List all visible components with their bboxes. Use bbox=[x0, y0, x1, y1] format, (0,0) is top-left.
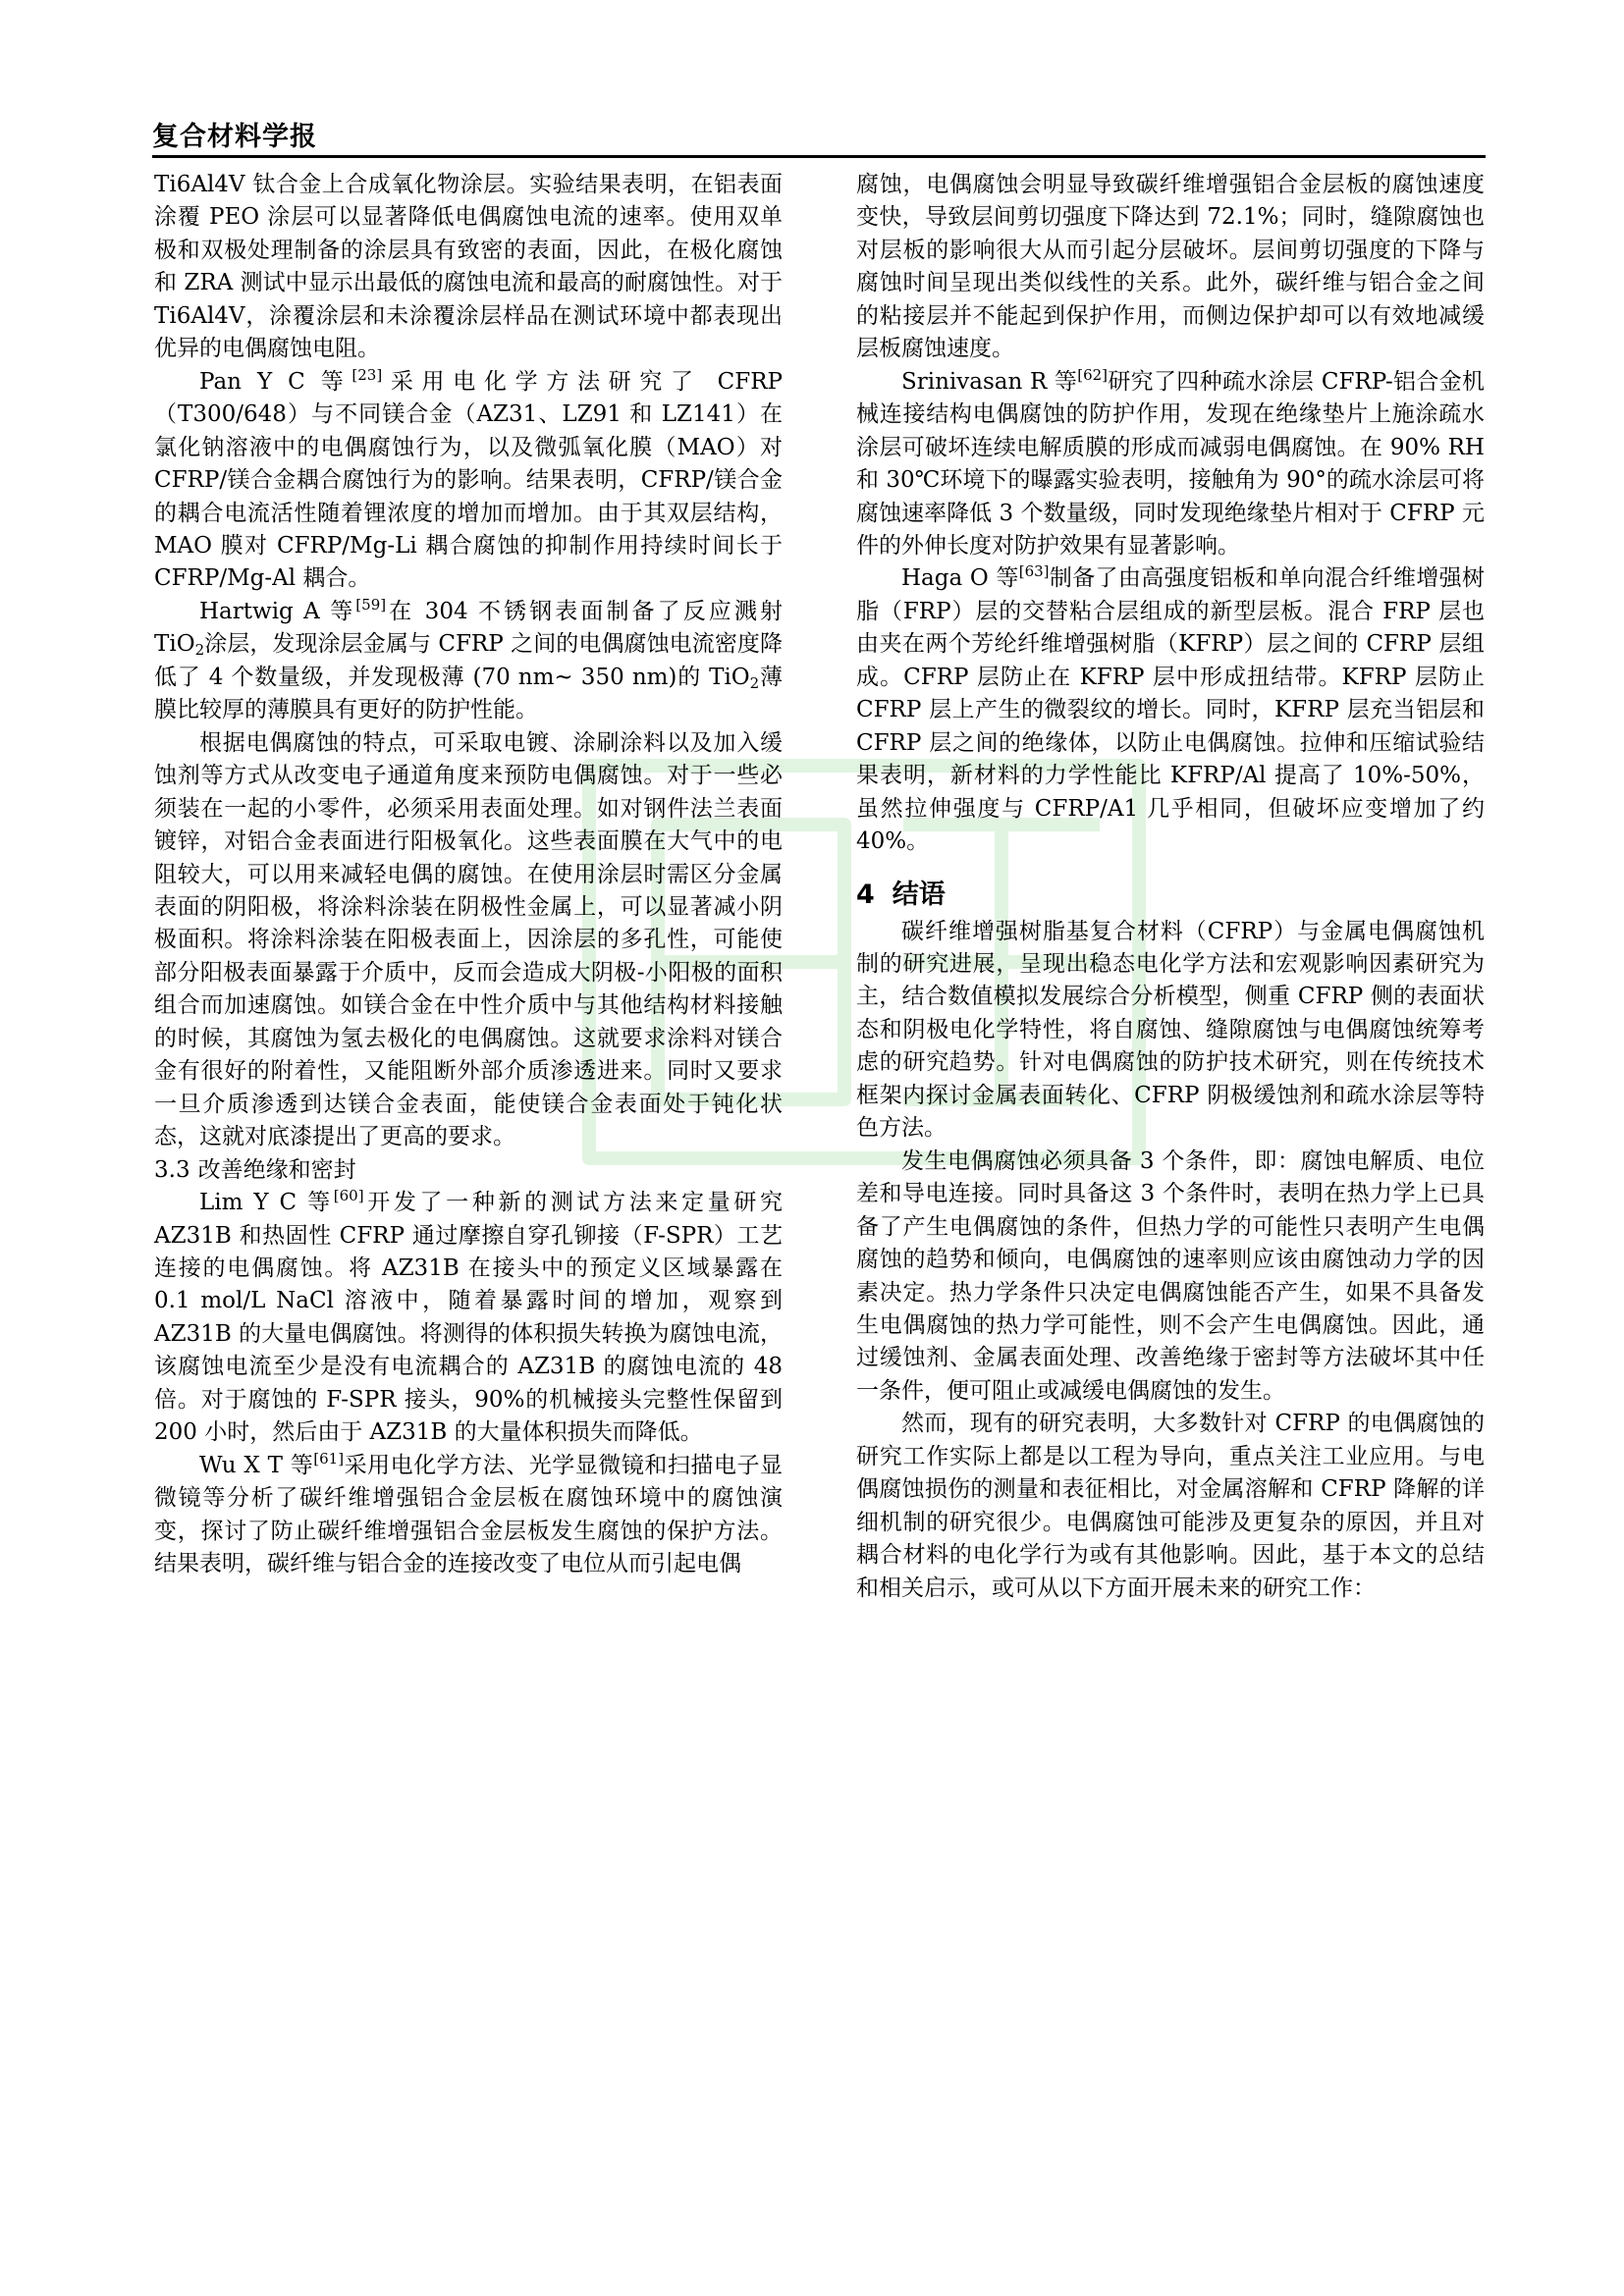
citation[interactable]: [23] bbox=[352, 365, 383, 384]
section-heading: 3.3 改善绝缘和密封 bbox=[154, 1156, 356, 1183]
left-column bbox=[154, 169, 783, 1580]
section-heading: 4 结语 bbox=[856, 879, 946, 910]
journal-title: 复合材料学报 bbox=[152, 122, 317, 152]
paragraph: Srinivasan R 等[62]研究了四种疏水涂层 CFRP-铝合金机械连接结构电偶腐蚀的防护作用，发现在绝缘垫片上施涂疏水涂层可破坏连续电解质膜的形成而减弱电偶腐蚀。在 90% RH 和 30℃环境下的曝露实验表明，接触角为 90°的疏水涂层可将腐蚀速率降低 3 个数量级，同时发现绝缘垫片相对于 CFRP 元件的外伸长度对防护效果有显著影响。 bbox=[856, 365, 1485, 559]
paragraph: Ti6Al4V 钛合金上合成氧化物涂层。实验结果表明，在铝表面涂覆 PEO 涂层可以显著降低电偶腐蚀电流的速率。使用双单极和双极处理制备的涂层具有致密的表面，因此，在极化腐蚀和 ZRA 测试中显示出最低的腐蚀电流和最高的耐腐蚀性。对于 Ti6Al4V，涂覆涂层和未涂覆涂层样品在测试环境中都表现出优异的电偶腐蚀电阻。 bbox=[154, 172, 783, 362]
citation[interactable]: [60] bbox=[333, 1187, 364, 1205]
paragraph: Haga O 等[63]制备了由高强度铝板和单向混合纤维增强树脂（FRP）层的交替粘合层组成的新型层板。混合 FRP 层也由夹在两个芳纶纤维增强树脂（KFRP）层之间的 CFRP 层组成。CFRP 层防止在 KFRP 层中形成扭结带。KFRP 层防止 CFRP 层上产生的微裂纹的增长。同时，KFRP 层充当铝层和 CFRP 层之间的绝缘体，以防止电偶腐蚀。拉伸和压缩试验结果表明，新材料的力学性能比 KFRP/Al 提高了 10%-50%，虽然拉伸强度与 CFRP/A1 几乎相同，但破坏应变增加了约 40%。 bbox=[856, 562, 1486, 855]
paragraph: Hartwig A 等[59]在 304 不锈钢表面制备了反应溅射 TiO$_2$涂层，发现涂层金属与 CFRP 之间的电偶腐蚀电流密度降低了 4 个数量级，并发现极薄 (70 nm~ 350 nm)的 TiO$_2$薄膜比较厚的薄膜具有更好的防护性能。 bbox=[154, 595, 783, 723]
paragraph: 碳纤维增强树脂基复合材料（CFRP）与金属电偶腐蚀机制的研究进展，呈现出稳态电化学方法和宏观影响因素研究为主，结合数值模拟发展综合分析模型，侧重 CFRP 侧的表面状态和阴极电化学特性，将自腐蚀、缝隙腐蚀与电偶腐蚀统筹考虑的研究趋势。针对电偶腐蚀的防护技术研究，则在传统技术框架内探讨金属表面转化、CFRP 阴极缓蚀剂和疏水涂层等特色方法。 bbox=[856, 918, 1485, 1142]
paragraph: 腐蚀，电偶腐蚀会明显导致碳纤维增强铝合金层板的腐蚀速度变快，导致层间剪切强度下降达到 72.1%；同时，缝隙腐蚀也对层板的影响很大从而引起分层破坏。层间剪切强度的下降与腐蚀时间呈现出类似线性的关系。此外，碳纤维与铝合金之间的粘接层并不能起到保护作用，而侧边保护却可以有效地减缓层板腐蚀速度。 bbox=[856, 172, 1485, 362]
paragraph: 然而，现有的研究表明，大多数针对 CFRP 的电偶腐蚀的研究工作实际上都是以工程为导向，重点关注工业应用。与电偶腐蚀损伤的测量和表征相比，对金属溶解和 CFRP 降解的详细机制的研究很少。电偶腐蚀可能涉及更复杂的原因，并且对耦合材料的电化学行为或有其他影响。因此，基于本文的总结和相关启示，或可从以下方面开展未来的研究工作： bbox=[856, 1411, 1485, 1601]
paragraph: Wu X T 等[61]采用电化学方法、光学显微镜和扫描电子显微镜等分析了碳纤维增强铝合金层板在腐蚀环境中的腐蚀演变，探讨了防止碳纤维增强铝合金层板发生腐蚀的保护方法。结果表明，碳纤维与铝合金的连接改变了电位从而引起电偶 bbox=[154, 1449, 784, 1577]
paragraph: 根据电偶腐蚀的特点，可采取电镀、涂刷涂料以及加入缓蚀剂等方式从改变电子通道角度来预防电偶腐蚀。对于一些必须装在一起的小零件，必须采用表面处理。如对钢件法兰表面镀锌，对铝合金表面进行阳极氧化。这些表面膜在大气中的电阻较大，可以用来减轻电偶的腐蚀。在使用涂层时需区分金属表面的阴阳极，将涂料涂装在阴极性金属上，可以显著减小阴极面积。将涂料涂装在阳极表面上，因涂层的多孔性，可能使部分阳极表面暴露于介质中，反而会造成大阴极-小阳极的面积组合而加速腐蚀。如镁合金在中性介质中与其他结构材料接触的时候，其腐蚀为氢去极化的电偶腐蚀。这就要求涂料对镁合金有很好的附着性，又能阻断外部介质渗透进来。同时又要求一旦介质渗透到达镁合金表面，能使镁合金表面处于钝化状态，这就对底漆提出了更高的要求。 bbox=[154, 729, 783, 1150]
citation[interactable]: [59] bbox=[355, 595, 387, 614]
paragraph: 发生电偶腐蚀必须具备 3 个条件，即：腐蚀电解质、电位差和导电连接。同时具备这 3 个条件时，表明在热力学上已具备了产生电偶腐蚀的条件，但热力学的可能性只表明产生电偶腐蚀的趋势和倾向，电偶腐蚀的速率则应该由腐蚀动力学的因素决定。热力学条件只决定电偶腐蚀能否产生，如果不具备发生电偶腐蚀的热力学可能性，则不会产生电偶腐蚀。因此，通过缓蚀剂、金属表面处理、改善绝缘于密封等方法破坏其中任一条件，便可阻止或减缓电偶腐蚀的发生。 bbox=[856, 1148, 1485, 1404]
citation[interactable]: [63] bbox=[1018, 562, 1050, 581]
citation[interactable]: [61] bbox=[313, 1449, 345, 1468]
paragraph: Pan Y C 等[23]采用电化学方法研究了 CFRP（T300/648）与不同镁合金（AZ31、LZ91 和 LZ141）在氯化钠溶液中的电偶腐蚀行为，以及微弧氧化膜（MAO）对 CFRP/镁合金耦合腐蚀行为的影响。结果表明，CFRP/镁合金的耦合电流活性随着锂浓度的增加而增加。由于其双层结构，MAO 膜对 CFRP/Mg-Li 耦合腐蚀的抑制作用持续时间长于 CFRP/Mg-Al 耦合。 bbox=[154, 365, 783, 592]
paragraph: Lim Y C 等[60]开发了一种新的测试方法来定量研究 AZ31B 和热固性 CFRP 通过摩擦自穿孔铆接（F-SPR）工艺连接的电偶腐蚀。将 AZ31B 在接头中的预定义区域暴露在 0.1 mol/L NaCl 溶液中，随着暴露时间的增加，观察到 AZ31B 的大量电偶腐蚀。将测得的体积损失转换为腐蚀电流，该腐蚀电流至少是没有电流耦合的 AZ31B 的腐蚀电流的 48 倍。对于腐蚀的 F-SPR 接头，90%的机械接头完整性保留到 200 小时，然后由于 AZ31B 的大量体积损失而降低。 bbox=[154, 1187, 783, 1446]
header-rule bbox=[152, 155, 1486, 158]
right-column bbox=[856, 169, 1485, 1605]
citation[interactable]: [62] bbox=[1077, 365, 1109, 384]
